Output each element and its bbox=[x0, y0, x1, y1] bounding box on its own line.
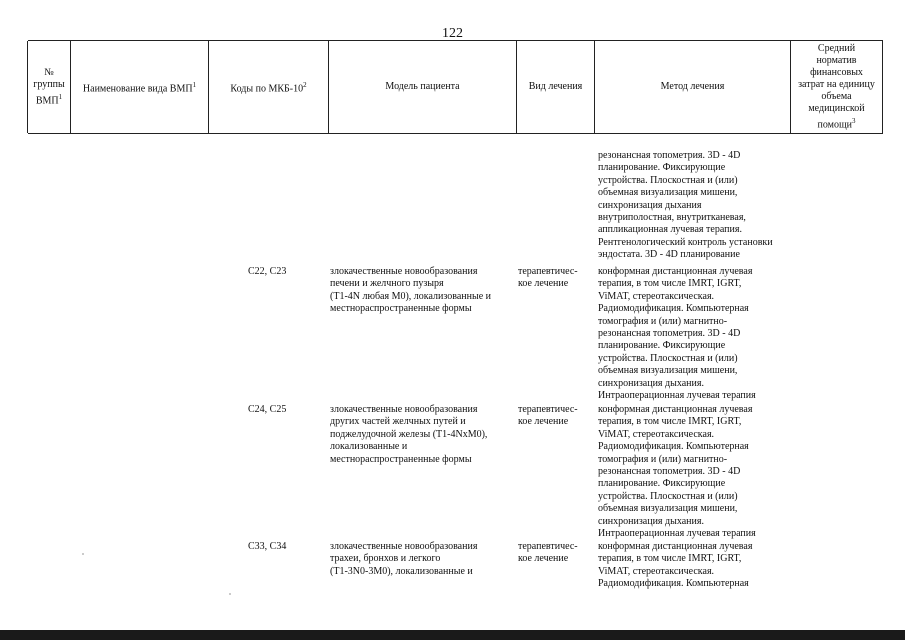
row-patient-model: злокачественные новообразования других частей желчных путей и поджелудочной железы (T1-4NxM0), локализованные и местнораспространенные формы bbox=[330, 404, 488, 465]
header-treatment-type: Вид лечения bbox=[517, 41, 595, 133]
scan-bottom-edge bbox=[0, 630, 905, 640]
row-treatment-type: терапевтичес- кое лечение bbox=[518, 541, 578, 565]
continuation-method-1: резонансная топометрия. 3D - 4D планирование. Фиксирующие устройства. Плоскостная и (или) объемная визуализация мишени, синхронизация дыхания bbox=[598, 150, 741, 211]
row-codes: С22, С23 bbox=[248, 266, 287, 277]
row-codes: С24, С25 bbox=[248, 404, 287, 415]
continuation-method-2: внутриполостная, внутритканевая, аппликационная лучевая терапия. Рентгенологический контроль установки эндостата. 3D - 4D планирование bbox=[598, 212, 773, 261]
row-treatment-method: конформная дистанционная лучевая терапия, в том числе IMRT, IGRT, ViMAT, стереотаксическая. Радиомодификация. Компьютерная bbox=[598, 541, 753, 590]
header-vmp-type: Наименование вида ВМП$^1$ bbox=[71, 41, 209, 133]
row-codes: С33, С34 bbox=[248, 541, 287, 552]
header-cost-norm: Средний норматив финансовых затрат на единицу объема медицинской помощи$^3$ bbox=[791, 41, 883, 133]
row-patient-model: злокачественные новообразования печени и желчного пузыря (T1-4N любая M0), локализованные и местнораспространенные формы bbox=[330, 266, 491, 315]
header-icd-codes: Коды по МКБ-$10^2$ bbox=[209, 41, 329, 133]
row-treatment-method: конформная дистанционная лучевая терапия, в том числе IMRT, IGRT, ViMAT, стереотаксическая. Радиомодификация. Компьютерная томография и (или) магнитно- резонансная топометрия. 3D - 4D планирование. Фиксирующие устройства. Плоскостная и (или) объемная визуализация мишени, синхронизация дыхания. Интраоперационная лучевая терапия bbox=[598, 404, 756, 540]
header-treatment-method: Метод лечения bbox=[595, 41, 791, 133]
scan-speck bbox=[229, 593, 231, 595]
header-patient-model: Модель пациента bbox=[329, 41, 517, 133]
table-header bbox=[28, 40, 883, 134]
row-treatment-type: терапевтичес- кое лечение bbox=[518, 266, 578, 290]
row-treatment-type: терапевтичес- кое лечение bbox=[518, 404, 578, 428]
header-group-number: № группы ВМП$^1$ bbox=[27, 41, 71, 133]
scan-speck bbox=[82, 553, 84, 555]
row-patient-model: злокачественные новообразования трахеи, бронхов и легкого (T1-3N0-3M0), локализованные и bbox=[330, 541, 478, 577]
page-number: 122 bbox=[442, 26, 463, 41]
row-treatment-method: конформная дистанционная лучевая терапия, в том числе IMRT, IGRT, ViMAT, стереотаксическая. Радиомодификация. Компьютерная томография и (или) магнитно- резонансная топометрия. 3D - 4D планирование. Фиксирующие устройства. Плоскостная и (или) объемная визуализация мишени, синхронизация дыхания. Интраоперационная лучевая терапия bbox=[598, 266, 756, 402]
